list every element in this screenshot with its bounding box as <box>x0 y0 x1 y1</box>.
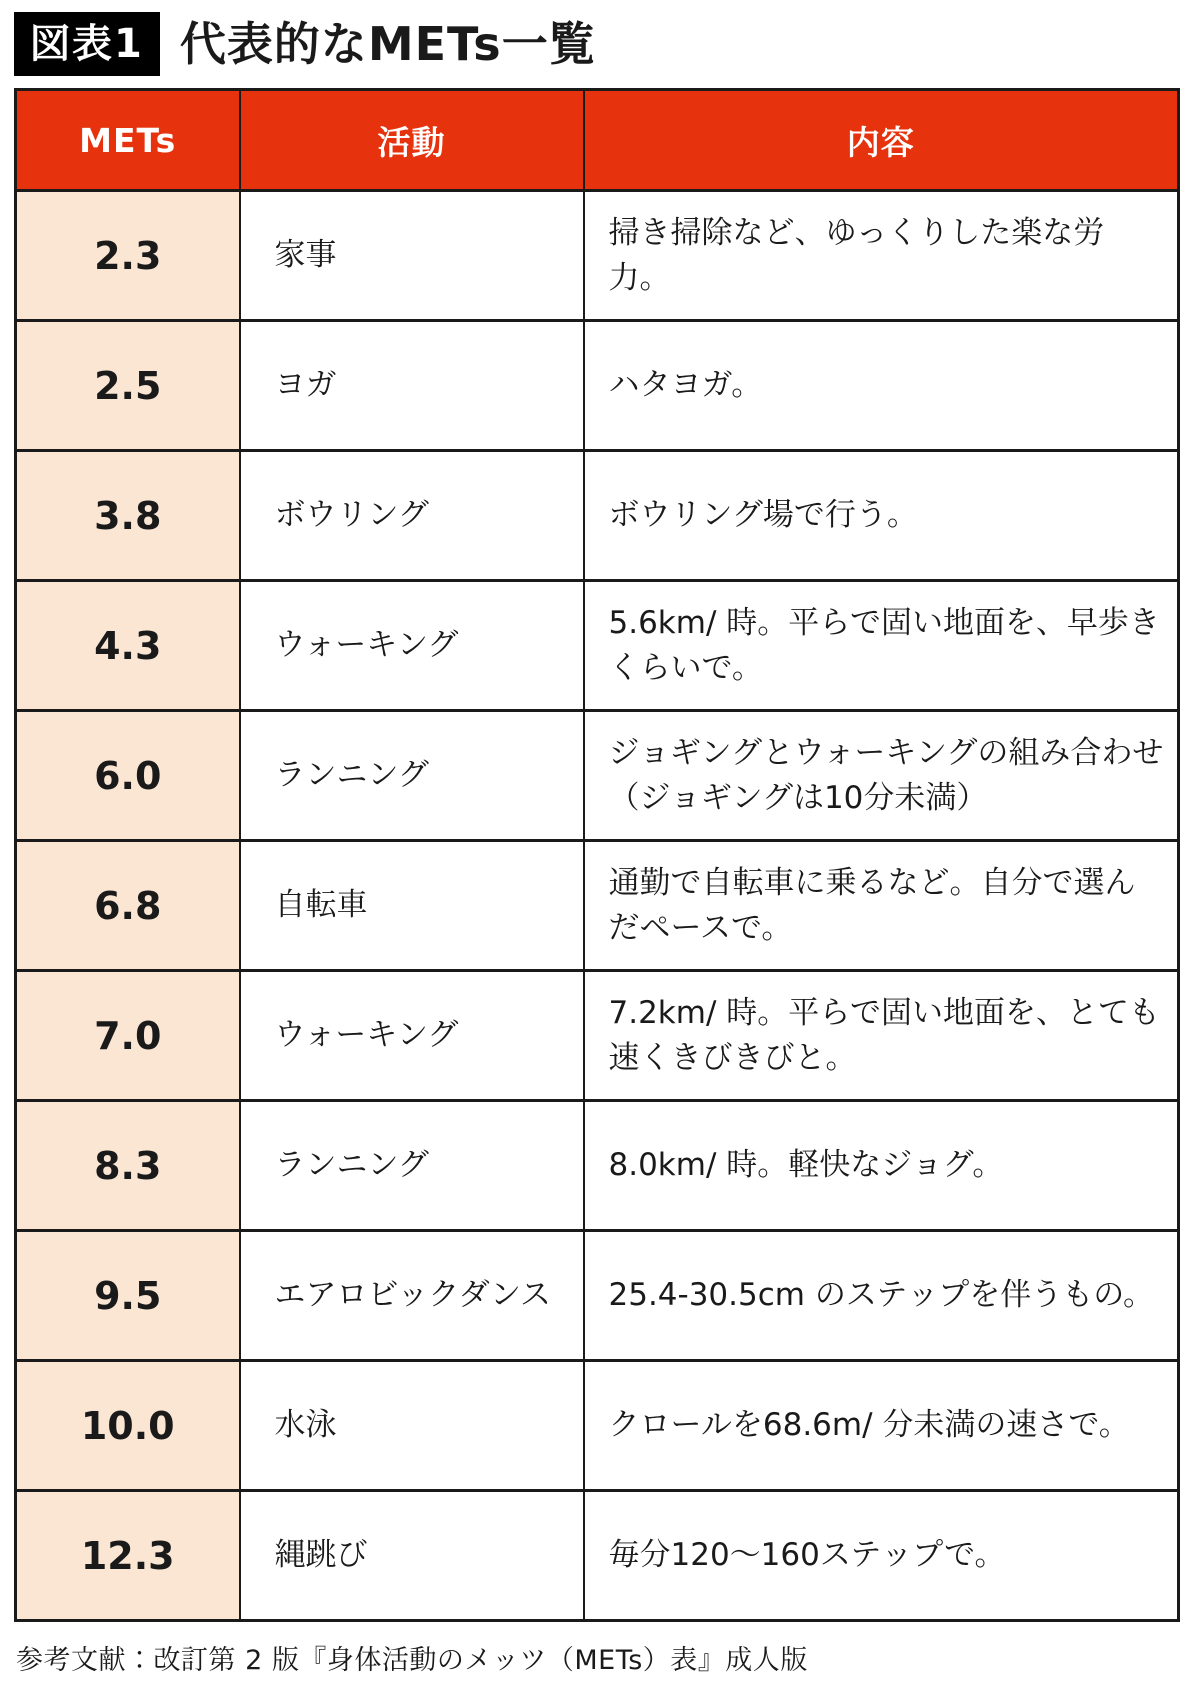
table-row <box>16 841 1179 971</box>
column-header-mets: METs <box>16 90 240 191</box>
page-title: 代表的なMETs一覧 <box>179 16 596 71</box>
table-row <box>16 1231 1179 1361</box>
activity-cell: 縄跳び <box>240 1491 584 1621</box>
description-cell: ハタヨガ。 <box>584 321 1179 451</box>
mets-value-cell: 7.0 <box>16 971 240 1101</box>
mets-value-cell: 4.3 <box>16 581 240 711</box>
activity-cell: エアロビックダンス <box>240 1231 584 1361</box>
mets-value-cell: 2.3 <box>16 191 240 321</box>
description-cell: クロールを68.6m/ 分未満の速さで。 <box>584 1361 1179 1491</box>
activity-cell: ウォーキング <box>240 581 584 711</box>
mets-value-cell: 6.0 <box>16 711 240 841</box>
figure-title-row <box>14 10 1177 78</box>
description-cell: 25.4-30.5cm のステップを伴うもの。 <box>584 1231 1179 1361</box>
description-cell: 7.2km/ 時。平らで固い地面を、とても速くきびきびと。 <box>584 971 1179 1101</box>
description-cell: 通勤で自転車に乗るなど。自分で選んだペースで。 <box>584 841 1179 971</box>
activity-cell: ボウリング <box>240 451 584 581</box>
mets-value-cell: 10.0 <box>16 1361 240 1491</box>
mets-value-cell: 2.5 <box>16 321 240 451</box>
table-row <box>16 1361 1179 1491</box>
table-row <box>16 581 1179 711</box>
table-row <box>16 451 1179 581</box>
mets-value-cell: 8.3 <box>16 1101 240 1231</box>
mets-value-cell: 9.5 <box>16 1231 240 1361</box>
description-cell: ボウリング場で行う。 <box>584 451 1179 581</box>
activity-cell: 水泳 <box>240 1361 584 1491</box>
activity-cell: 家事 <box>240 191 584 321</box>
reference-note: 参考文献：改訂第 2 版『身体活動のメッツ（METs）表』成人版 <box>16 1645 808 1676</box>
table-header-row <box>16 90 1179 191</box>
column-header-activity: 活動 <box>240 90 584 191</box>
description-cell: 8.0km/ 時。軽快なジョグ。 <box>584 1101 1179 1231</box>
table-row <box>16 1101 1179 1231</box>
description-cell: ジョギングとウォーキングの組み合わせ（ジョギングは10分未満） <box>584 711 1179 841</box>
mets-value-cell: 3.8 <box>16 451 240 581</box>
activity-cell: ヨガ <box>240 321 584 451</box>
description-cell: 5.6km/ 時。平らで固い地面を、早歩きくらいで。 <box>584 581 1179 711</box>
activity-cell: 自転車 <box>240 841 584 971</box>
table-row <box>16 321 1179 451</box>
activity-cell: ランニング <box>240 1101 584 1231</box>
table-row <box>16 191 1179 321</box>
figure-number-badge: 図表1 <box>14 12 160 76</box>
mets-value-cell: 12.3 <box>16 1491 240 1621</box>
description-cell: 毎分120〜160ステップで。 <box>584 1491 1179 1621</box>
table-row <box>16 711 1179 841</box>
activity-cell: ウォーキング <box>240 971 584 1101</box>
description-cell: 掃き掃除など、ゆっくりした楽な労力。 <box>584 191 1179 321</box>
table-row <box>16 1491 1179 1621</box>
table-body <box>16 191 1179 1621</box>
mets-table <box>14 88 1180 1622</box>
table-row <box>16 971 1179 1101</box>
mets-value-cell: 6.8 <box>16 841 240 971</box>
column-header-description: 内容 <box>584 90 1179 191</box>
activity-cell: ランニング <box>240 711 584 841</box>
